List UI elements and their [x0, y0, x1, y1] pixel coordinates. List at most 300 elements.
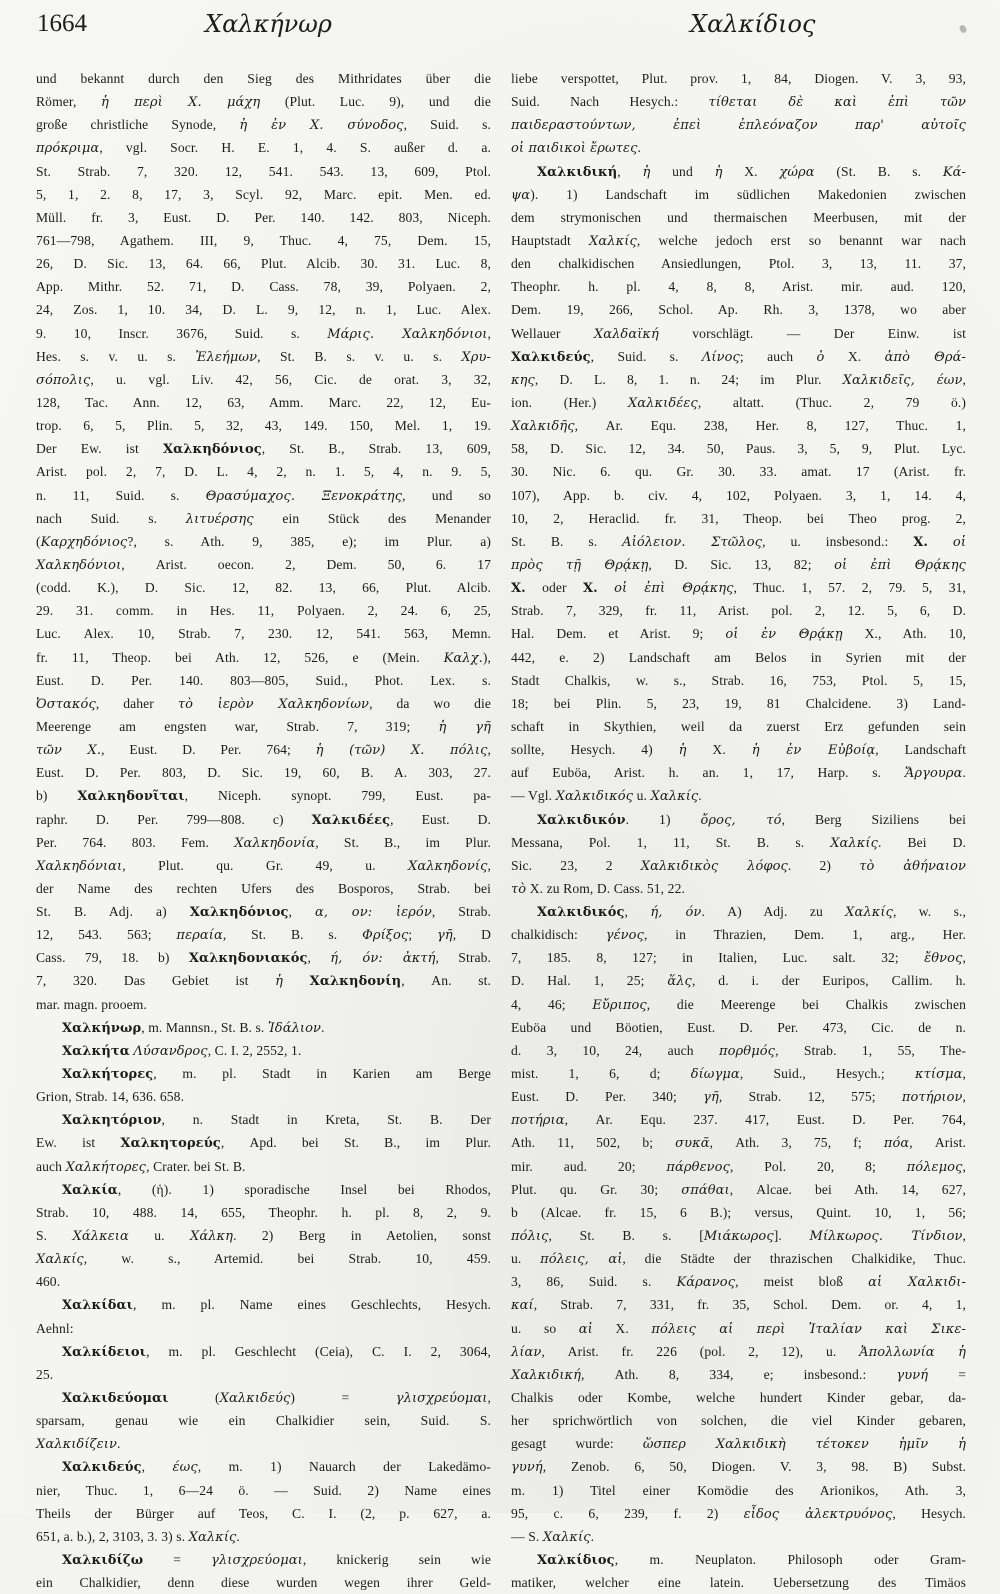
text-line — [36, 1270, 491, 1293]
greek-text: τὸ — [511, 881, 527, 897]
body-text: , — [962, 950, 966, 966]
body-text: , — [141, 1459, 173, 1475]
text-line — [511, 275, 966, 298]
headword: Χαλκηδόνιος — [162, 442, 262, 458]
body-text: App. Mithr. 52. 71, D. Cass. 78, 39, Polyaen. 2, — [36, 279, 491, 295]
body-text: (codd. K.), D. Sic. 12, 82. 13, 66, Plut. Alcib. — [36, 580, 491, 596]
text-line — [511, 1039, 966, 1062]
text-line — [36, 692, 491, 715]
text-line — [511, 946, 966, 969]
greek-text: Χάλκη — [189, 1229, 234, 1245]
text-line — [511, 646, 966, 669]
body-text: ; auch — [739, 348, 817, 364]
body-text: ]. — [773, 1228, 810, 1244]
body-text: nier, Thuc. 1, 6—24 ö. — Suid. 2) Name eines — [36, 1482, 491, 1498]
body-text: 460. — [36, 1274, 61, 1290]
greek-text: Χαλκίς — [830, 835, 878, 851]
body-text: , m. pl. Name eines Geschlechts, Hesych. — [133, 1297, 491, 1313]
greek-text: Φρίξος — [362, 928, 409, 944]
text-line — [36, 831, 491, 854]
text-line — [36, 669, 491, 692]
body-text: , D. L. 8, 1. n. 24; im Plur. — [534, 371, 843, 387]
body-text: , St. B. s. — [222, 927, 363, 943]
greek-text: Χαλκιδικός — [555, 789, 634, 805]
body-text: , Ar. Equ. 238, Her. 8, 127, Thuc. 1, — [574, 418, 966, 434]
body-text: , Eust. D. Per. 764; — [101, 742, 316, 758]
body-text: , Strab. 12, 575; — [718, 1089, 902, 1105]
body-text: , — [487, 857, 491, 873]
greek-text: Ἄργουρα — [904, 766, 963, 782]
text-line — [511, 1571, 966, 1594]
body-text: 7, 320. Das Gebiet ist — [36, 973, 276, 989]
body-text: , Pol. 20, 8; — [729, 1158, 907, 1174]
text-line — [511, 1224, 966, 1247]
body-text: Cass. 79, 18. b) — [36, 950, 189, 966]
greek-text: ἅλς — [667, 974, 692, 990]
greek-text: κης — [511, 372, 535, 388]
greek-text: πόλις — [511, 1229, 549, 1245]
greek-text: πρόκριμα — [36, 141, 100, 157]
body-text: Römer, — [36, 94, 101, 110]
body-text: X. — [722, 163, 780, 179]
running-head-right: Χαλκίδιος — [690, 10, 816, 38]
text-line — [511, 993, 966, 1016]
greek-text: Χαλκιδέες — [627, 395, 698, 411]
body-text: gesagt wurde: — [511, 1436, 643, 1452]
body-text: 5, 1, 2. 8, 17, 3, Scyl. 92, Marc. epit. Men. ed. — [36, 186, 491, 202]
body-text: , m. pl. Stadt in Karien am Berge — [153, 1066, 491, 1082]
body-text: 4, 46; — [511, 996, 593, 1012]
greek-text: Χαλκηδονία — [234, 835, 316, 851]
text-line — [511, 669, 966, 692]
greek-text: γυνή — [896, 1367, 929, 1383]
text-line — [36, 808, 491, 831]
body-text: , Crater. bei St. B. — [146, 1158, 246, 1174]
body-text: , die Meerenge bei Chalkis zwischen — [646, 996, 966, 1012]
text-line — [511, 484, 966, 507]
text-line — [511, 1062, 966, 1085]
body-text: (St. B. s. — [814, 163, 943, 179]
greek-text: έως — [172, 1460, 198, 1476]
greek-text: Καλχ. — [443, 650, 483, 666]
body-text: , Berg Siziliens bei — [781, 811, 966, 827]
text-line — [36, 1340, 491, 1363]
body-text: , Strab. 1, 55, The- — [775, 1042, 966, 1058]
body-text: , Arist. fr. 226 (pol. 2, 12), u. — [541, 1343, 860, 1359]
greek-text: κτίσμα — [914, 1067, 963, 1083]
greek-text: τὸ ἀθήναιον — [859, 858, 966, 874]
body-text: X. zu Rom, D. Cass. 51, 22. — [526, 880, 685, 896]
text-line — [511, 1201, 966, 1224]
greek-text: οἱ ἐν Θρᾴκῃ — [725, 627, 843, 643]
body-text: m. 1) Titel einer Komödie des Arionikos, Ath. 3, — [511, 1482, 966, 1498]
body-text: auch — [36, 1158, 66, 1174]
body-text: Aehnl: — [36, 1320, 74, 1336]
greek-text: ἔθνος — [924, 951, 963, 967]
body-text: Strab. 10, 488. 14, 655, Theophr. h. pl. 8, 2, 9. — [36, 1204, 491, 1220]
body-text: , und so — [402, 487, 491, 503]
text-line — [511, 460, 966, 483]
greek-text: ὥσπερ Χαλκιδικὴ τέτοκεν ἡμῖν ἡ — [642, 1437, 966, 1453]
headword: Χαλκήτορες — [62, 1067, 154, 1083]
body-text: ; — [408, 927, 438, 943]
body-text: , Suid. s. — [403, 117, 491, 133]
greek-text: περαία — [176, 928, 223, 944]
body-text: , in Thrazien, Dem. 1, arg., Her. — [643, 927, 966, 943]
headword: Χαλκιδεύς — [62, 1460, 142, 1476]
body-text: , die Städte der thrazischen Chalkidike, Thuc. — [622, 1251, 966, 1267]
body-text: , altatt. (Thuc. 2, 79 ö.) — [697, 394, 966, 410]
text-line — [36, 900, 491, 923]
body-text: u. so — [511, 1320, 579, 1336]
body-text: , Strab. 7, 331, fr. 35, Schol. Dem. or. 4, 1, — [533, 1297, 966, 1313]
greek-text: Χρυ- — [461, 349, 492, 365]
body-text: Ew. ist — [36, 1135, 121, 1151]
greek-text: Ἰδάλιον — [267, 1020, 322, 1036]
greek-text: Λύσανδρος — [133, 1043, 208, 1059]
text-line — [511, 1548, 966, 1571]
greek-text: Θρασύμαχος. Ξενοκράτης — [205, 488, 403, 504]
body-text: Der Ew. ist — [36, 441, 163, 457]
text-line — [511, 854, 966, 877]
text-line — [36, 1224, 491, 1247]
body-text: und — [650, 163, 715, 179]
right-column — [511, 67, 966, 1594]
body-text: matiker, welcher eine latein. Uebersetzung des Timäos — [511, 1575, 966, 1591]
greek-text: γῆ — [437, 928, 453, 944]
text-line — [511, 784, 966, 807]
body-text: Per. 764. 803. Fem. — [36, 834, 235, 850]
body-text: 12, 543. 563; — [36, 927, 177, 943]
text-line — [36, 1155, 491, 1178]
body-text: Messana, Pol. 1, 11, St. B. s. — [511, 834, 831, 850]
body-text: , — [962, 1228, 967, 1244]
body-text: , Hesych. — [892, 1505, 966, 1521]
greek-text: εἶδος ἀλεκτρυόνος — [743, 1506, 893, 1522]
text-line — [511, 1340, 966, 1363]
body-text: . 2) Berg in Aetolien, sonst — [233, 1228, 491, 1244]
text-line — [511, 136, 966, 159]
greek-text: ἡ — [275, 974, 284, 990]
greek-text: Ἐλεήμων — [195, 349, 258, 365]
headword: Χαλκιδίζω — [62, 1553, 144, 1568]
text-line — [511, 298, 966, 321]
text-line — [36, 160, 491, 183]
running-head-left: Χαλκήνωρ — [205, 10, 332, 38]
greek-text: γῆ — [703, 1090, 719, 1106]
body-text: , w. s., Artemid. bei Strab. 10, 459. — [83, 1251, 491, 1267]
body-text: 442, e. 2) Landschaft am Belos in Syrien mit der — [511, 649, 966, 665]
body-text: Theils der Bürger auf Teos, C. I. (2, p. 627, a. — [36, 1505, 491, 1521]
body-text: = — [928, 1366, 966, 1382]
greek-text: ὁ — [816, 349, 825, 365]
text-line — [36, 1525, 491, 1548]
text-line — [36, 1548, 491, 1571]
body-text: (Plut. Luc. 9), und die — [260, 94, 491, 110]
greek-text: ἡ — [642, 164, 651, 180]
greek-text: ποτήρια — [511, 1113, 565, 1129]
text-line — [511, 414, 966, 437]
headword: Χαλκίδιος — [537, 1553, 615, 1568]
body-text: 3, 86, Suid. s. — [511, 1274, 677, 1290]
greek-text: ἡ (τῶν) X. πόλις — [315, 743, 488, 759]
text-line — [36, 969, 491, 992]
text-line — [511, 1016, 966, 1039]
body-text: , daher — [95, 695, 178, 711]
greek-text: Λίνος — [701, 349, 740, 365]
greek-text: Χάλκεια — [72, 1229, 129, 1245]
greek-text: α, ον: ἱερόν — [314, 905, 432, 921]
greek-text: Μάρις. Χαλκηδόνιοι — [327, 326, 488, 342]
text-line — [511, 900, 966, 923]
body-text: ( — [168, 1390, 220, 1406]
greek-text: ή, όν: ἀκτή — [330, 951, 436, 967]
body-text: , — [617, 163, 643, 179]
text-line — [511, 622, 966, 645]
greek-text: Χαλκιδεύς — [219, 1391, 291, 1407]
text-line — [36, 1571, 491, 1594]
text-line — [36, 622, 491, 645]
body-text: vorschlägt. — Der Einw. ist — [658, 325, 966, 341]
body-text: , D — [452, 927, 491, 943]
body-text: S. — [36, 1228, 73, 1244]
body-text: d. 3, 10, 24, auch — [511, 1042, 719, 1058]
body-text: . 2) — [787, 857, 860, 873]
greek-text: συκᾶ — [675, 1136, 710, 1152]
greek-text: Χαλκιδῆς — [511, 419, 575, 435]
body-text: , — [962, 1158, 966, 1174]
text-line — [36, 946, 491, 969]
body-text: sollte, Hesych. 4) — [511, 742, 679, 758]
body-text: St. B. s. — [511, 533, 623, 549]
body-text: 651, a. b.), 2, 3103, 3. 3) s. — [36, 1528, 189, 1544]
body-text: große christliche Synode, — [36, 117, 240, 133]
body-text: , C. I. 2, 2552, 1. — [207, 1042, 302, 1058]
text-line — [511, 368, 966, 391]
text-line — [511, 345, 966, 368]
text-line — [511, 576, 966, 599]
body-text: , Apd. bei St. B., im Plur. — [220, 1135, 491, 1151]
body-text: liebe verspottet, Plut. prov. 1, 84, Diogen. V. 3, 93, — [511, 71, 966, 86]
greek-text: οἱ παιδικοὶ ἔρωτες — [511, 141, 638, 157]
body-text: sparsam, genau wie ein Chalkidier sein, Suid. S. — [36, 1413, 491, 1429]
body-text: ), — [482, 649, 491, 665]
greek-text: δίωγμα — [690, 1067, 740, 1083]
greek-text: Κά- — [942, 164, 966, 180]
text-line — [36, 113, 491, 136]
body-text: Sic. 23, 2 — [511, 857, 641, 873]
body-text: , Eust. D. — [390, 811, 491, 827]
greek-text: Εὔριπος — [592, 997, 647, 1013]
body-text: , n. Stadt in Kreta, St. B. Der — [161, 1112, 491, 1128]
body-text: dem strymonischen und thermaischen Meerbusen, mit der — [511, 209, 966, 225]
body-text: . Bei D. — [877, 834, 966, 850]
text-line — [511, 1293, 966, 1316]
greek-text: γλισχρεύομαι — [395, 1391, 488, 1407]
greek-text: λιτυέρσης — [185, 511, 254, 527]
body-text: St. B. Adj. a) — [36, 904, 190, 920]
body-text: schaft in Skythien, weil da zuerst Erz gefunden sein — [511, 718, 966, 734]
greek-text: ὄρος, τό — [700, 812, 782, 828]
body-text: , d. i. der Euripos, Callim. h. — [691, 973, 967, 989]
body-text: , Arist. oecon. 2, Dem. 50, 6. 17 — [121, 556, 491, 572]
body-text: u. — [511, 1251, 541, 1267]
text-line — [36, 1317, 491, 1340]
text-line — [36, 923, 491, 946]
body-text: St. Strab. 7, 320. 12, 541. 543. 13, 609, Ptol. — [36, 163, 491, 179]
body-text: X., Ath. 10, — [842, 626, 967, 642]
text-line — [36, 530, 491, 553]
body-text: b) — [36, 788, 78, 804]
text-line — [36, 1432, 491, 1455]
body-text: , Ath. 3, 75, f; — [709, 1135, 884, 1151]
text-line — [511, 530, 966, 553]
text-line — [36, 206, 491, 229]
body-text: , — [487, 742, 491, 758]
body-text: Ath. 11, 502, b; — [511, 1135, 676, 1151]
headword: Χαλκιδέες — [311, 812, 391, 828]
text-line — [511, 738, 966, 761]
text-line — [511, 1363, 966, 1386]
greek-text: ἡ — [678, 743, 687, 759]
greek-text: ἡ — [714, 164, 723, 180]
text-line — [36, 298, 491, 321]
text-line — [511, 599, 966, 622]
text-line — [36, 391, 491, 414]
body-text: Stadt Chalkis, w. s., Strab. 16, 753, Ptol. 5, 15, — [511, 672, 966, 688]
body-text: ion. (Her.) — [511, 394, 628, 410]
text-line — [36, 1131, 491, 1154]
greek-text: πορθμός — [718, 1043, 776, 1059]
greek-text: Χαλδαϊκή — [593, 326, 659, 342]
body-text: X. — [824, 348, 885, 364]
body-text: n. 11, Suid. s. — [36, 487, 206, 503]
body-text: Chalkis oder Kombe, welche hundert Kinder gebar, da- — [511, 1390, 966, 1406]
text-line — [36, 275, 491, 298]
body-text: , Suid. s. — [590, 348, 702, 364]
body-text: , Thuc. 1, 57. 2, 79. 5, 31, — [733, 580, 967, 596]
headword: Χαλκιδική — [537, 164, 618, 180]
greek-text: πάρθενος — [666, 1159, 730, 1175]
body-text: chalkidisch: — [511, 927, 606, 943]
text-line — [511, 1409, 966, 1432]
body-text: 7, 185. 8, 127; in Italien, Luc. salt. 32; — [511, 950, 925, 966]
greek-text: ἡ γῆ — [438, 719, 491, 735]
body-text: , meist bloß — [735, 1274, 869, 1290]
greek-text: γυνή — [511, 1460, 543, 1476]
greek-text: οἱ ἐπὶ Θρᾴκης — [834, 557, 967, 573]
body-text: , Ath. 8, 334, e; insbesond.: — [581, 1366, 897, 1382]
body-text: 761—798, Agathem. III, 9, Thuc. 4, 75, Dem. 15, — [36, 232, 491, 248]
greek-text: ψα — [511, 187, 531, 203]
body-text: — Vgl. — [511, 788, 556, 804]
body-text: , St. B., Strab. 13, 609, — [261, 441, 491, 457]
body-text: 58, D. Sic. 12, 34. 50, Paus. 3, 5, 9, Plut. Lyc. — [511, 441, 966, 457]
greek-text: Ὀστακός — [36, 696, 96, 712]
body-text: Eust. D. Per. 140. 803—805, Suid., Phot. Lex. s. — [36, 672, 491, 688]
body-text: mir. aud. 20; — [511, 1158, 667, 1174]
text-line — [511, 1270, 966, 1293]
body-text: X. — [592, 1320, 652, 1336]
text-line — [511, 761, 966, 784]
body-text: 95, c. 6, 239, f. 2) — [511, 1505, 744, 1521]
greek-text: Χαλκιδίζειν — [36, 1437, 117, 1453]
headword: Χαλκίδαι — [62, 1298, 134, 1314]
left-column — [36, 67, 491, 1594]
greek-text: πρὸς τῇ Θρᾴκῃ — [511, 557, 649, 573]
text-line — [36, 784, 491, 807]
text-line — [511, 1525, 966, 1548]
greek-text: Χαλκηδόνιαι — [36, 858, 123, 874]
body-text: Hes. s. v. u. s. — [36, 348, 196, 364]
headword: X. — [913, 534, 929, 550]
text-line — [36, 1363, 491, 1386]
body-text — [928, 534, 953, 549]
greek-text: οἱ — [952, 534, 967, 550]
body-text: Hal. Dem. et Arist. 9; — [511, 626, 726, 642]
body-text: . — [321, 1019, 325, 1035]
text-line — [511, 1317, 966, 1340]
greek-text: Ἀπολλωνία ἡ — [859, 1344, 966, 1360]
headword: Χαλκιδικόν — [537, 812, 626, 828]
body-text: Suid. Nach Hesych.: — [511, 94, 709, 110]
body-text: , da wo die — [369, 695, 491, 711]
text-line — [511, 183, 966, 206]
body-text: . — [698, 788, 702, 804]
body-text: 10, 2, Heraclid. fr. 31, Theop. bei Theo prog. 2, — [511, 510, 966, 526]
text-line — [511, 692, 966, 715]
text-line — [36, 414, 491, 437]
text-line — [36, 877, 491, 900]
headword: Χαλκηδονίη — [309, 974, 402, 990]
body-text: D. Hal. 1, 25; — [511, 973, 668, 989]
body-text: Meerenge am engsten war, Strab. 7, 319; — [36, 718, 439, 734]
headword: Χαλκιδεύομαι — [62, 1391, 169, 1407]
text-line — [36, 576, 491, 599]
greek-text: σπάθαι — [681, 1182, 730, 1198]
body-text: 30. Nic. 6. qu. Gr. 30. 33. amat. 17 (Arist. fr. — [511, 464, 966, 480]
body-text: . — [637, 140, 641, 156]
text-line — [511, 90, 966, 113]
headword: Χαλκηδονῖται — [77, 789, 185, 805]
body-text: , m. 1) Nauarch der Lakedämo- — [197, 1459, 491, 1475]
body-text: Theophr. h. pl. 4, 8, 8, Arist. mir. aud. 120, — [511, 279, 966, 295]
headword: Χαλκίδειοι — [62, 1344, 147, 1360]
greek-text: Μίλκωρος. Τίνδιον — [809, 1229, 963, 1245]
body-text: Grion, Strab. 14, 636. 658. — [36, 1089, 185, 1105]
text-line — [36, 90, 491, 113]
body-text: Plut. qu. Gr. 30; — [511, 1181, 682, 1197]
body-text: , Arist. — [909, 1135, 967, 1151]
text-line — [36, 1455, 491, 1478]
headword: X. — [582, 581, 598, 597]
body-text: , D. Sic. 13, 82; — [648, 556, 835, 572]
greek-text: Χαλκήτορες — [65, 1159, 147, 1175]
text-line — [511, 1131, 966, 1154]
body-text: 9. 10, Inscr. 3676, Suid. s. — [36, 325, 328, 341]
greek-text: οἱ ἐπὶ Θρᾴκης — [614, 581, 734, 597]
greek-text: Καρχηδόνιος — [40, 534, 128, 550]
body-text: mar. magn. prooem. — [36, 996, 147, 1012]
body-text: , An. st. — [401, 973, 492, 989]
text-line — [511, 1479, 966, 1502]
scan-speck — [958, 24, 967, 34]
body-text: . — [116, 1436, 121, 1452]
greek-text: τίθεται δὲ καὶ ἐπὶ τῶν — [708, 95, 966, 111]
greek-text: καί — [511, 1298, 534, 1314]
body-text: . — [962, 765, 966, 781]
text-line — [36, 1479, 491, 1502]
